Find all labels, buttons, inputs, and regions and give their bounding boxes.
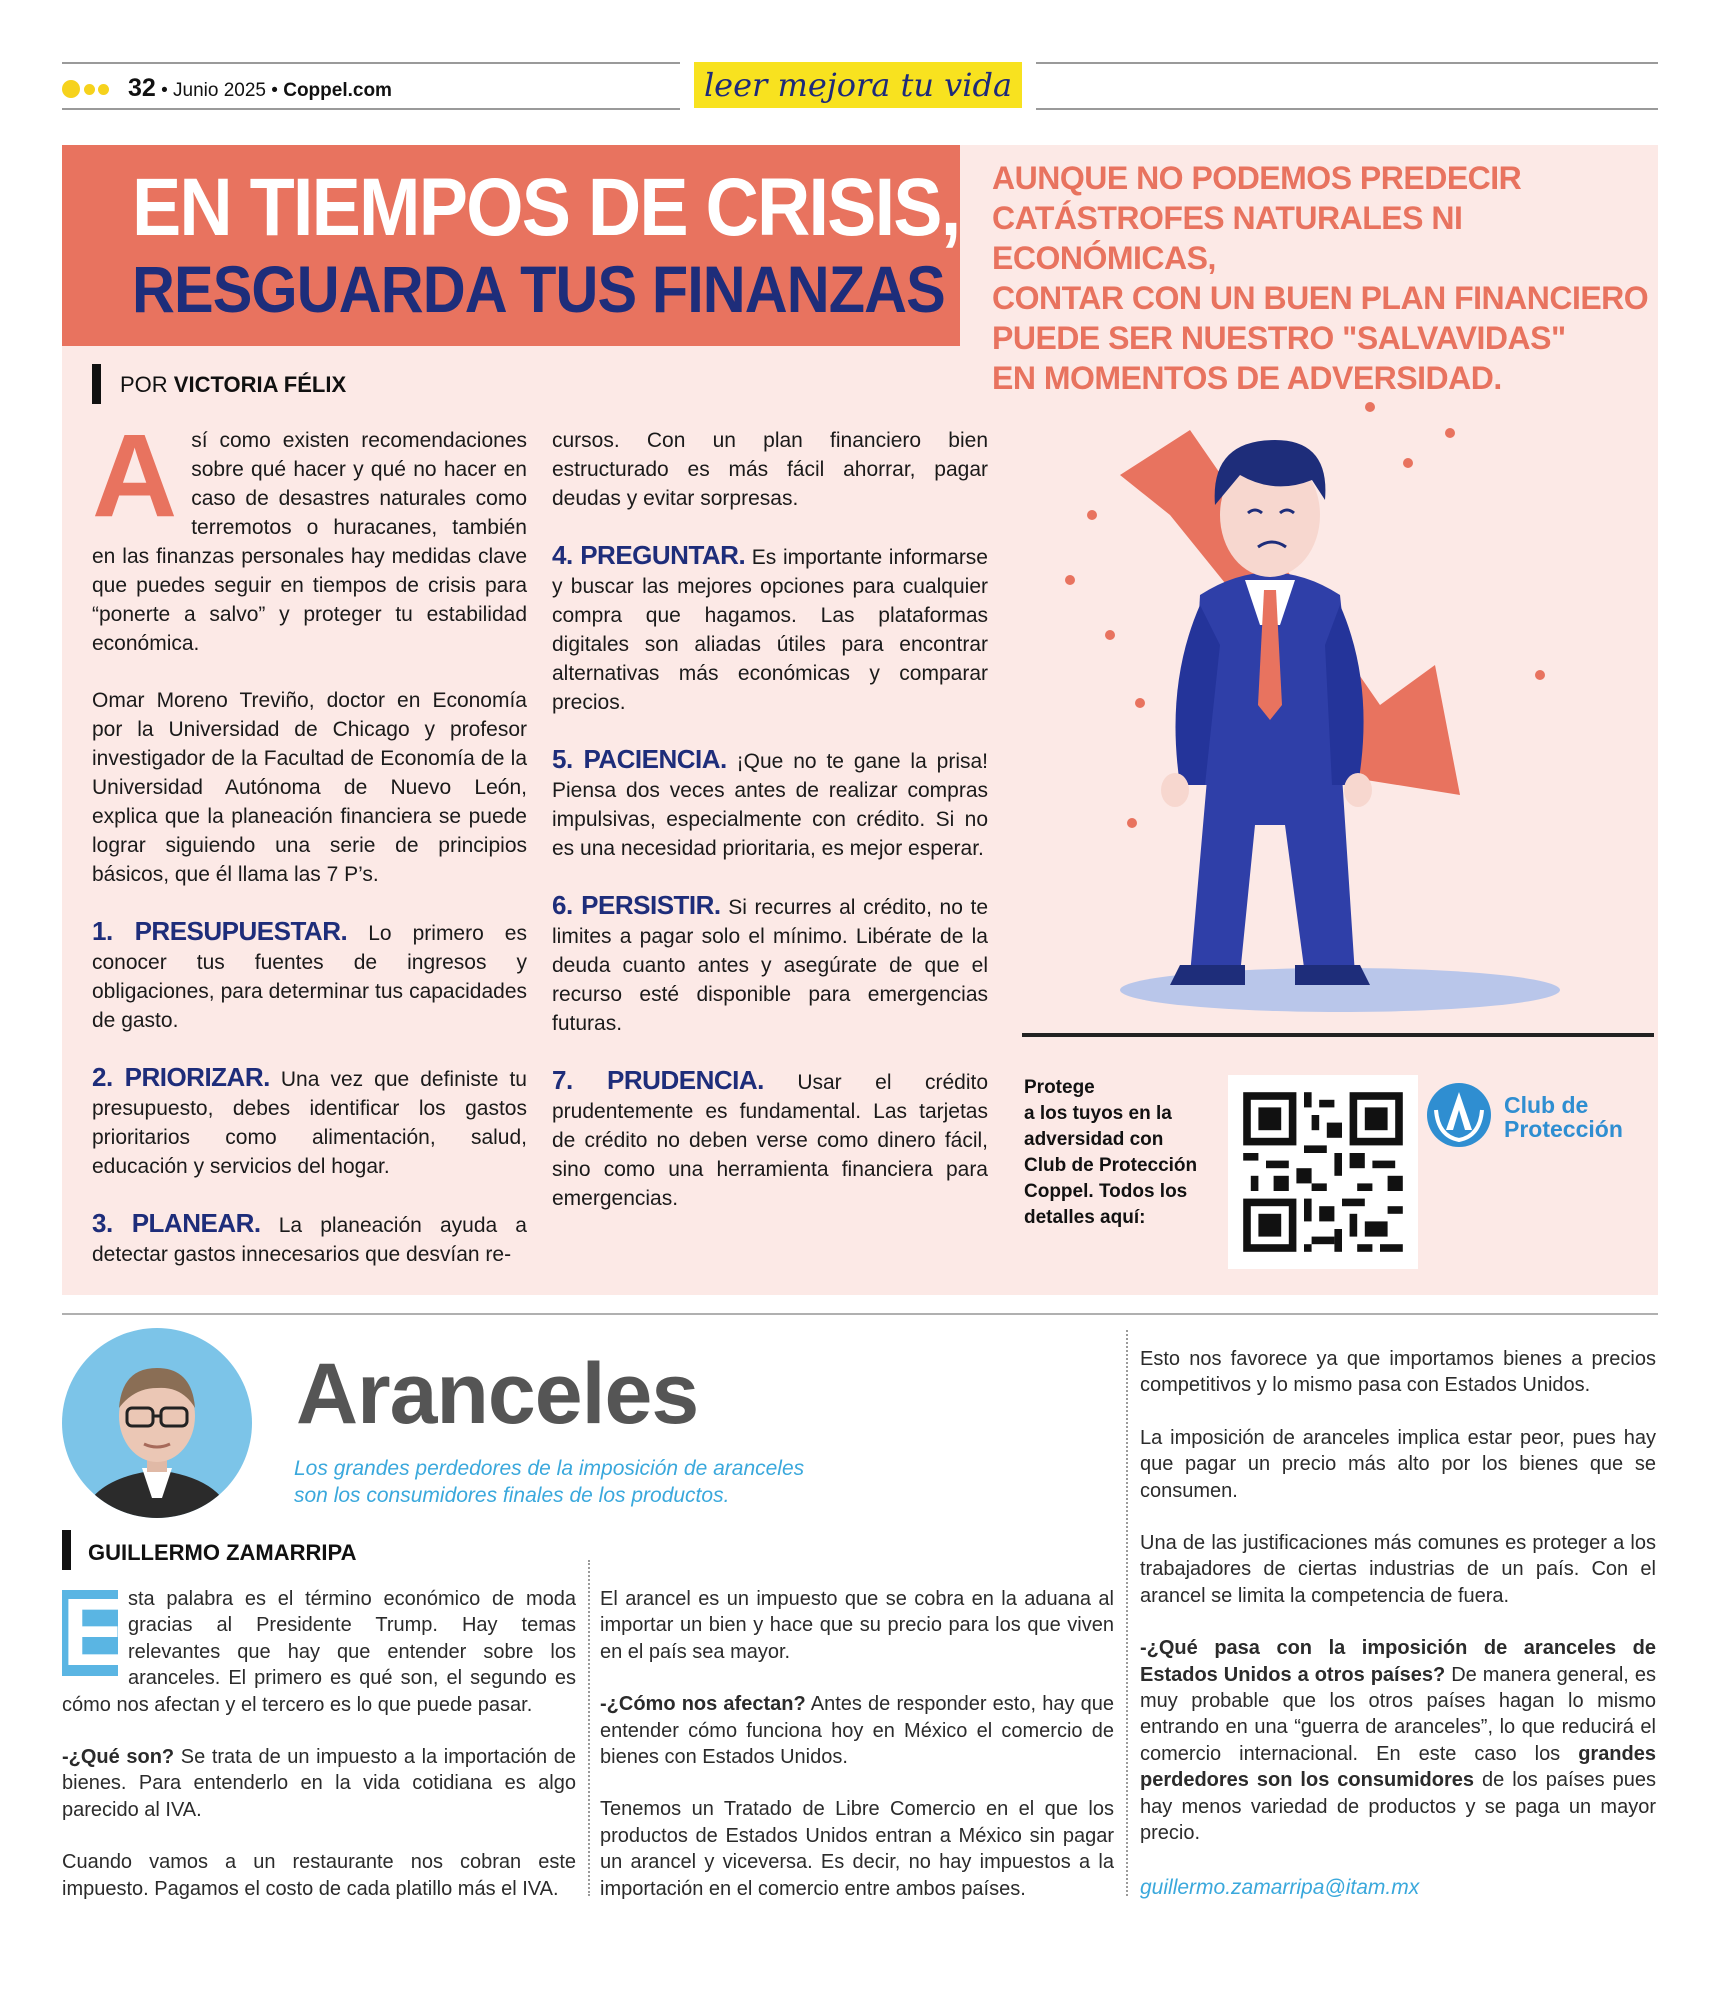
column-paragraph-2: -¿Qué son? Se trata de un impuesto a la importación de bienes. Para entenderlo en la vida cotidiana es algo parecido al IVA. [62,1746,577,1821]
paragraph-2: Omar Moreno Treviño, doctor en Economía por la Universidad de Chicago y profesor investigador de la Facultad de Economía de la Universidad Autónoma de Nuevo León, explica que la planeación financiera se puede lograr siguiendo una serie de principios básicos, que él llama las 7 P’s. [92,689,527,886]
column-title: Aranceles [296,1346,699,1442]
intro-paragraph: Así como existen recomendaciones sobre qué hacer y qué no hacer en caso de desastres naturales como terremotos o huracanes, también en las finanzas personales hay medidas clave que puedes seguir en tiempos de crisis para “ponerte a salvo” y proteger tu estabilidad económica. [92,410,527,655]
article-column-1 [92,410,527,1297]
column-paragraph-4: El arancel es un impuesto que se cobra en la aduana al importar un bien y hace que su precio para los que viven en el país sea mayor. [600,1588,1114,1663]
step-4-label: 4. PREGUNTAR. [552,540,746,570]
step-3: 3. PLANEAR. La planeación ayuda a detectar gastos innecesarios que desvían re- [92,1208,527,1266]
column-paragraph-9: Una de las justificaciones más comunes es proteger a los trabajadores de ciertas industrias de un país. Con el arancel se limita la competencia de fuera. [1140,1532,1656,1607]
step-1: 1. PRESUPUESTAR. Lo primero es conocer tus fuentes de ingresos y obligaciones, para determinar tus capacidades de gasto. [92,916,527,1032]
step-7: 7. PRUDENCIA. Usar el crédito prudentemente es fundamental. Las tarjetas de crédito no deben verse como dinero fácil, sino como una herramienta financiera para emergencias. [552,1065,988,1210]
column-deck: Los grandes perdedores de la imposición de aranceles son los consumidores finales de los productos. [294,1457,805,1507]
stressed-man-illustration [1040,385,1640,1025]
author-avatar [62,1328,252,1518]
headline-line-2: RESGUARDA TUS FINANZAS [132,252,945,326]
column-drop-cap: E [62,1579,127,1686]
step-1-label: 1. PRESUPUESTAR. [92,916,348,946]
column-paragraph-5: -¿Cómo nos afectan? Antes de responder esto, hay que entender cómo funciona hoy en México el comercio de bienes con Estados Unidos. [600,1693,1114,1769]
site-link[interactable]: Coppel.com [283,80,392,101]
author-bar [62,1530,71,1570]
step-4: 4. PREGUNTAR. Es importante informarse y buscar las mejores opciones para cualquier compra que hagamos. Las plataformas digitales son aliadas útiles para encontrar alternativas más económicas y comparar precios. [552,540,988,714]
column-rule-2 [1126,1330,1128,1896]
step-5: 5. PACIENCIA. ¡Que no te gane la prisa! Piensa dos veces antes de realizar compras impulsivas, especialmente con crédito. Si no es una necesidad prioritaria, es mejor esperar. [552,744,988,860]
author-name: VICTORIA FÉLIX [173,372,347,397]
section-tagline: leer mejora tu vida [694,62,1022,108]
author-email-link[interactable]: guillermo.zamarripa@itam.mx [1140,1876,1420,1899]
byline: POR VICTORIA FÉLIX [120,372,347,397]
column-paragraph-8: La imposición de aranceles implica estar peor, pues hay que pagar un precio más alto por los bienes que se consumen. [1140,1426,1656,1502]
header-dots [62,78,122,98]
column-text-1 [62,1579,577,1928]
header-rule-top-right [1036,62,1658,64]
section-divider [62,1313,1658,1315]
promo-text: Protege a los tuyos en la adversidad con Club de Protección Coppel. Todos los detalles aquí: [1024,1077,1198,1228]
byline-bar [92,364,101,404]
column-text-2 [600,1586,1114,1928]
step-2-label: 2. PRIORIZAR. [92,1062,270,1092]
article-column-2 [552,426,988,1241]
column-paragraph-7: Esto nos favorece ya que importamos bienes a precios competitivos y lo mismo pasa con Estados Unidos. [1140,1348,1656,1397]
club-proteccion-name: Club de Protección [1504,1092,1623,1142]
drop-cap: A [92,410,178,542]
headline-box [62,145,960,346]
step-7-label: 7. PRUDENCIA. [552,1065,764,1095]
step-6: 6. PERSISTIR. Si recurres al crédito, no te limites a pagar solo el mínimo. Libérate de la deuda cuanto antes y asegúrate de que el recurso esté disponible para emergencias futuras. [552,890,989,1035]
step-2: 2. PRIORIZAR. Una vez que definiste tu presupuesto, debes identificar los gastos prioritarios como alimentación, salud, educación y servicios del hogar. [92,1062,527,1178]
column-text-3 [1140,1346,1656,1873]
continuation-paragraph: cursos. Con un plan financiero bien estructurado es más fácil ahorrar, pagar deudas y evitar sorpresas. [552,429,988,510]
club-proteccion-logo-icon [1424,1080,1494,1150]
column-paragraph-6: Tenemos un Tratado de Libre Comercio en el que los productos de Estados Unidos entran a México sin pagar un arancel y viceversa. Es decir, no hay impuestos a la importación en el comercio entre ambos países. [600,1798,1114,1900]
header-rule-top-left [62,62,680,64]
column-paragraph-1: E sta palabra es el término económico de moda gracias al Presidente Trump. Hay temas relevantes que hay que entender sobre los aranceles. El primero es qué son, el segundo es cómo nos afectan y el tercero es lo que puede pasar. [62,1579,576,1716]
issue-date: Junio 2025 [173,80,266,101]
step-5-label: 5. PACIENCIA. [552,744,727,774]
step-3-label: 3. PLANEAR. [92,1208,261,1238]
column-rule-1 [588,1560,590,1896]
headline-line-1: EN TIEMPOS DE CRISIS, [132,162,960,253]
promo-separator [1022,1033,1654,1037]
qr-code[interactable] [1228,1075,1418,1269]
column-paragraph-10: -¿Qué pasa con la imposición de aranceles de Estados Unidos a otros países? De manera general, es muy probable que los otros países hagan lo mismo entrando en una “guerra de aranceles”, lo que reducirá el comercio internacional. En este caso los grandes perdedores son los consumidores de los países pues hay menos variedad de productos y se paga un mayor precio. [1140,1637,1656,1845]
header-rule-bottom-right [1036,108,1658,110]
column-paragraph-3: Cuando vamos a un restaurante nos cobran este impuesto. Pagamos el costo de cada platillo más el IVA. [62,1851,576,1900]
column-author: GUILLERMO ZAMARRIPA [88,1540,357,1565]
page-number: 32 [128,74,156,102]
header-rule-bottom-left [62,108,680,110]
page-info: 32 • Junio 2025 • Coppel.com [128,74,392,102]
step-6-label: 6. PERSISTIR. [552,890,721,920]
article-deck: AUNQUE NO PODEMOS PREDECIR CATÁSTROFES NATURALES NI ECONÓMICAS, CONTAR CON UN BUEN PLAN FINANCIERO PUEDE SER NUESTRO "SALVAVIDAS" EN MOMENTOS DE ADVERSIDAD. [992,160,1649,396]
